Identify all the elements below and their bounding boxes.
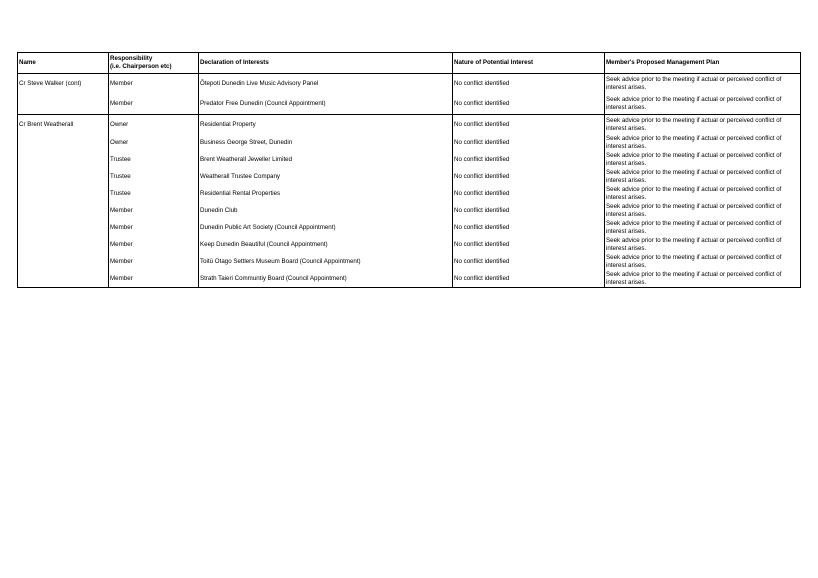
nature-cell: No conflict identified <box>453 134 605 151</box>
header-responsibility-line2: (i.e. Chairperson etc) <box>110 63 172 70</box>
responsibility-cell: Trustee <box>109 151 199 168</box>
responsibility-cell: Member <box>109 253 199 270</box>
nature-cell: No conflict identified <box>453 74 605 95</box>
table-header-row <box>18 53 801 74</box>
member-name-empty <box>18 168 109 185</box>
header-plan: Member's Proposed Management Plan <box>605 53 801 74</box>
plan-cell: Seek advice prior to the meeting if actual or perceived conflict of interest arises. <box>605 168 801 185</box>
declaration-cell: Residential Property <box>199 115 453 135</box>
member-name-empty <box>18 236 109 253</box>
header-responsibility-line1: Responsibility <box>110 55 153 62</box>
plan-cell: Seek advice prior to the meeting if actual or perceived conflict of interest arises. <box>605 219 801 236</box>
table-row <box>18 202 801 219</box>
responsibility-cell: Trustee <box>109 185 199 202</box>
declaration-cell: Residential Rental Properties <box>199 185 453 202</box>
responsibility-cell: Member <box>109 219 199 236</box>
table-row <box>18 94 801 115</box>
declaration-cell: Business George Street, Dunedin <box>199 134 453 151</box>
header-name: Name <box>18 53 109 74</box>
responsibility-cell: Owner <box>109 115 199 135</box>
responsibility-cell: Member <box>109 236 199 253</box>
nature-cell: No conflict identified <box>453 202 605 219</box>
table-row <box>18 219 801 236</box>
member-name-empty <box>18 94 109 115</box>
declaration-cell: Weatherall Trustee Company <box>199 168 453 185</box>
member-group-brent-weatherall <box>18 115 801 288</box>
member-name-empty <box>18 134 109 151</box>
declaration-cell: Predator Free Dunedin (Council Appointment) <box>199 94 453 115</box>
member-name-empty <box>18 270 109 288</box>
member-name-empty <box>18 202 109 219</box>
nature-cell: No conflict identified <box>453 115 605 135</box>
member-group-steve-walker <box>18 74 801 115</box>
plan-cell: Seek advice prior to the meeting if actual or perceived conflict of interest arises. <box>605 151 801 168</box>
nature-cell: No conflict identified <box>453 270 605 288</box>
header-nature: Nature of Potential Interest <box>453 53 605 74</box>
nature-cell: No conflict identified <box>453 185 605 202</box>
responsibility-cell: Owner <box>109 134 199 151</box>
nature-cell: No conflict identified <box>453 94 605 115</box>
member-name-empty <box>18 253 109 270</box>
declaration-cell: Brent Weatherall Jeweller Limited <box>199 151 453 168</box>
table-row <box>18 236 801 253</box>
declaration-cell: Keep Dunedin Beautiful (Council Appointment) <box>199 236 453 253</box>
header-declaration: Declaration of Interests <box>199 53 453 74</box>
table-row <box>18 253 801 270</box>
plan-cell: Seek advice prior to the meeting if actual or perceived conflict of interest arises. <box>605 74 801 95</box>
responsibility-cell: Member <box>109 202 199 219</box>
table-row <box>18 168 801 185</box>
declaration-cell: Dunedin Club <box>199 202 453 219</box>
plan-cell: Seek advice prior to the meeting if actual or perceived conflict of interest arises. <box>605 270 801 288</box>
plan-cell: Seek advice prior to the meeting if actual or perceived conflict of interest arises. <box>605 236 801 253</box>
plan-cell: Seek advice prior to the meeting if actual or perceived conflict of interest arises. <box>605 202 801 219</box>
table-row <box>18 134 801 151</box>
member-name: Cr Steve Walker (cont) <box>18 74 109 95</box>
header-responsibility <box>109 53 199 74</box>
declaration-cell: Toitū Otago Settlers Museum Board (Council Appointment) <box>199 253 453 270</box>
member-name-empty <box>18 219 109 236</box>
member-name-empty <box>18 151 109 168</box>
plan-cell: Seek advice prior to the meeting if actual or perceived conflict of interest arises. <box>605 94 801 115</box>
nature-cell: No conflict identified <box>453 168 605 185</box>
plan-cell: Seek advice prior to the meeting if actual or perceived conflict of interest arises. <box>605 115 801 135</box>
plan-cell: Seek advice prior to the meeting if actual or perceived conflict of interest arises. <box>605 253 801 270</box>
plan-cell: Seek advice prior to the meeting if actual or perceived conflict of interest arises. <box>605 134 801 151</box>
responsibility-cell: Member <box>109 74 199 95</box>
nature-cell: No conflict identified <box>453 253 605 270</box>
register-of-interests-table <box>17 52 801 288</box>
member-name: Cr Brent Weatherall <box>18 115 109 135</box>
nature-cell: No conflict identified <box>453 151 605 168</box>
declaration-cell: Dunedin Public Art Society (Council Appointment) <box>199 219 453 236</box>
responsibility-cell: Member <box>109 94 199 115</box>
table-row <box>18 115 801 135</box>
nature-cell: No conflict identified <box>453 236 605 253</box>
table-row <box>18 151 801 168</box>
nature-cell: No conflict identified <box>453 219 605 236</box>
table-row <box>18 270 801 288</box>
plan-cell: Seek advice prior to the meeting if actual or perceived conflict of interest arises. <box>605 185 801 202</box>
responsibility-cell: Member <box>109 270 199 288</box>
declaration-cell: Strath Taieri Communtiy Board (Council Appointment) <box>199 270 453 288</box>
table-row <box>18 185 801 202</box>
table-row <box>18 74 801 95</box>
declaration-cell: Ōtepoti Dunedin Live Music Advisory Panel <box>199 74 453 95</box>
responsibility-cell: Trustee <box>109 168 199 185</box>
member-name-empty <box>18 185 109 202</box>
